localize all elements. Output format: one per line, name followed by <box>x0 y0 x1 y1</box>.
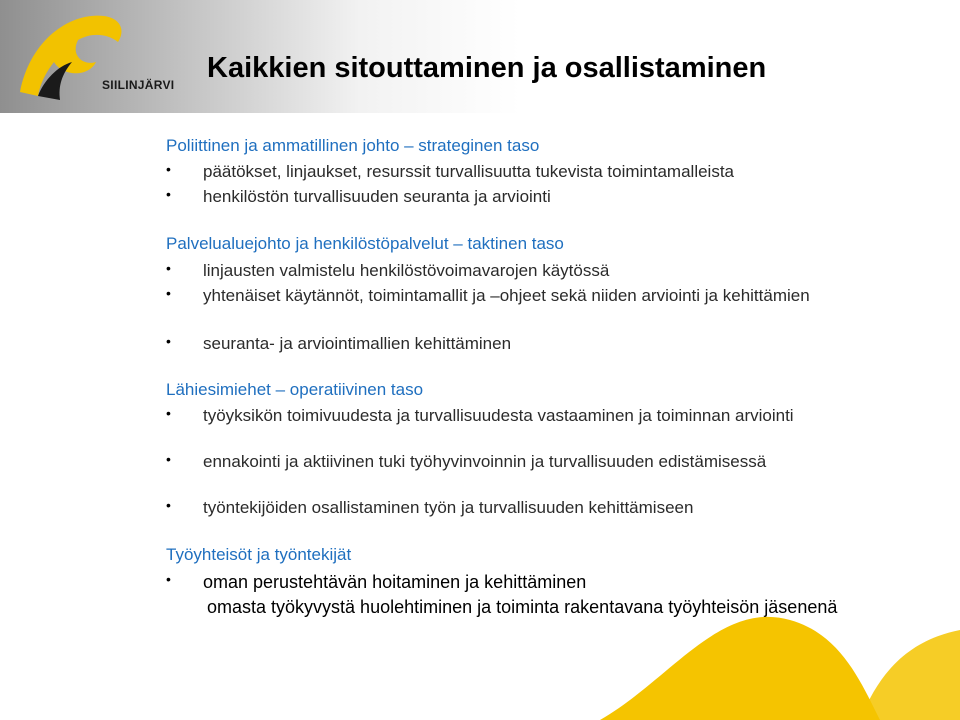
bullet-icon: • <box>166 260 171 276</box>
section-heading-tactical: Palvelualuejohto ja henkilöstöpalvelut – taktinen taso <box>166 234 564 253</box>
bullet-icon: • <box>166 497 171 513</box>
bullet-icon: • <box>166 333 171 349</box>
content: Poliittinen ja ammatillinen johto – strateginen taso • päätökset, linjaukset, resurssit turvallisuutta tukevista toimintamalleista • henkilöstön turvallisuuden seuranta ja arviointi Palvelualuejohto ja henkilöstöpalvelut – taktinen taso • linjausten valmistelu henkilöstövoimavarojen käytössä • yhtenäiset käytännöt, toimintamallit ja –ohjeet sekä niiden arviointi ja kehittämien • seuranta- ja arviointimallien kehittäminen Lähiesimiehet – operatiivinen taso • työyksikön toimivuudesta ja turvallisuudesta vastaaminen ja toiminnan arviointi • ennakointi ja aktiivinen tuki työhyvinvoinnin ja turvallisuuden edistämisessä • työntekijöiden osallistaminen työn ja turvallisuuden kehittämiseen Työyhteisöt ja työntekijät • oman perustehtävän hoitaminen ja kehittäminen omasta työkyvystä huolehtiminen ja toiminta rakentavana työyhteisön jäsenenä <box>0 0 960 720</box>
logo-text: SIILINJÄRVI <box>102 78 175 92</box>
bullet-icon: • <box>166 186 171 202</box>
bullet-icon: • <box>166 451 171 467</box>
section-heading-operative: Lähiesimiehet – operatiivinen taso <box>166 380 424 399</box>
bullet-icon: • <box>166 571 171 587</box>
section-heading-workcommunity: Työyhteisöt ja työntekijät <box>166 545 352 564</box>
page-title: Kaikkien sitouttaminen ja osallistaminen <box>207 52 767 84</box>
bullet-icon: • <box>166 285 171 301</box>
bullet-icon: • <box>166 405 171 421</box>
decorative-swoosh <box>560 560 960 720</box>
bullet-icon: • <box>166 161 171 177</box>
section-heading-strategic: Poliittinen ja ammatillinen johto – strateginen taso <box>166 136 540 155</box>
sub-item: omasta työkyvystä huolehtiminen ja toiminta rakentavana työyhteisön jäsenenä <box>207 597 838 617</box>
